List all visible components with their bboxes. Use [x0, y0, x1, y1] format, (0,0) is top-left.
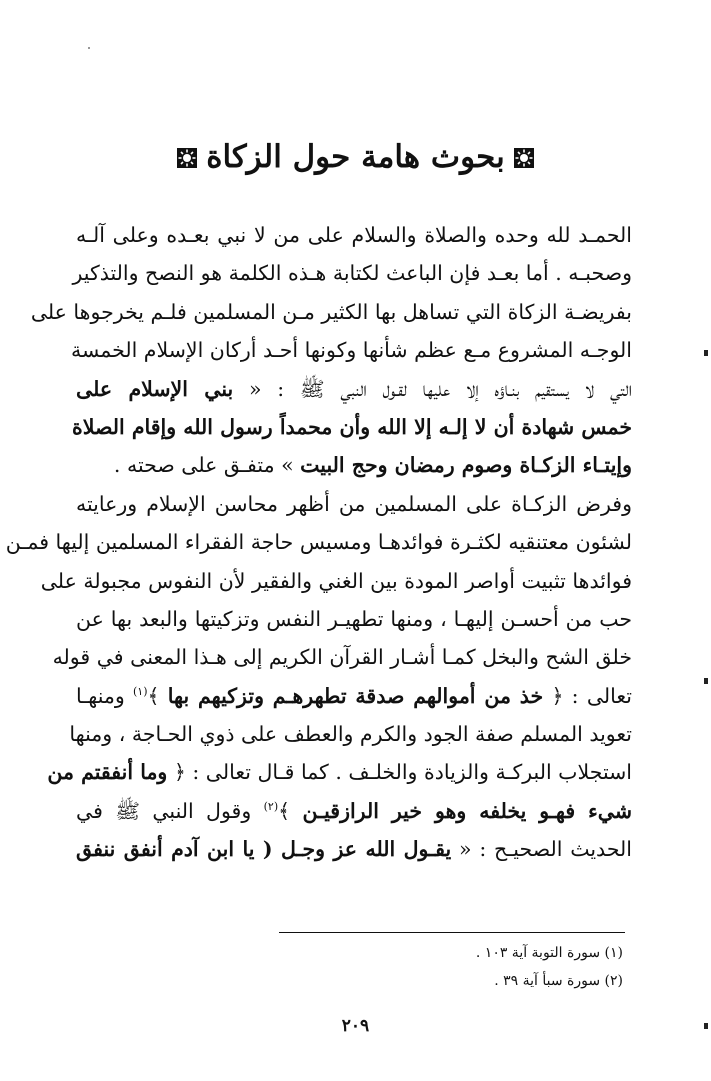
- body-line: [72, 254, 632, 292]
- body-line: [76, 600, 632, 638]
- footnote-divider: [279, 932, 625, 933]
- line-text: وقول النبي ﷺ في: [76, 798, 264, 823]
- bold-quote: وما أنفقتم من: [47, 760, 168, 785]
- body-line: [69, 715, 632, 753]
- ornament-icon: [513, 147, 535, 169]
- body-line: [76, 792, 632, 830]
- body-line: [70, 331, 632, 369]
- bold-quote: بني الإسلام على: [76, 376, 234, 401]
- line-text: وفرض الزكـاة على المسلمين من أظهر محاسن الإسلام ورعايته: [76, 491, 632, 516]
- footnote-ref: (١): [133, 684, 148, 698]
- scan-speck: [88, 47, 90, 49]
- bold-quote: خمس شهادة أن لا إلـه إلا الله وأن محمداً رسول الله وإقام الصلاة: [71, 414, 632, 439]
- line-text: بفريضـة الزكاة التي تساهل بها الكثير مـن المسلمين فلـم يخرجوها على: [30, 299, 632, 324]
- line-text: فوائدها تثبيت أواصر المودة بين الغني والفقير لأن النفوس مجبولة على: [40, 568, 632, 593]
- body-line: [5, 523, 632, 561]
- line-text: تعالى : ﴿: [543, 683, 632, 708]
- bold-quote: وإيتـاء الزكـاة وصوم رمضان وحج البيت: [300, 453, 632, 478]
- line-text: التي لا يستقيم بنـاؤه إلا عليها لقـول النبي ﷺ : «: [233, 376, 632, 401]
- line-text: تعويد المسلم صفة الجود والكرم والعطف على ذوي الحـاجة ، ومنها: [69, 722, 632, 747]
- footnote-2: (٢) سورة سبأ آية ٣٩ .: [494, 973, 623, 989]
- bold-quote: شيء فهـو يخلفه وهو خير الرازقيـن: [302, 798, 633, 823]
- footnote-ref: (٢): [263, 800, 279, 814]
- body-line: [30, 293, 632, 331]
- body-line: [76, 677, 632, 715]
- scan-mark: [704, 678, 708, 684]
- body-line: [47, 753, 632, 791]
- bold-quote: خذ من أموالهم صدقة تطهرهـم وتزكيهم بها: [167, 683, 544, 708]
- line-text: خلق الشح والبخل كمـا أشـار القرآن الكريم إلى هـذا المعنى في قوله: [52, 645, 632, 670]
- body-line: [40, 562, 632, 600]
- line-text: لشئون معتنقيه لكثـرة فوائدهـا ومسيس حاجة الفقراء المسلمين إليها فمـن: [5, 530, 632, 555]
- body-line: [52, 638, 632, 676]
- line-text: الحمـد لله وحده والصلاة والسلام على من لا نبي بعـده وعلى آلـه: [76, 223, 632, 247]
- body-text: [5, 216, 633, 869]
- line-text: الحديث الصحيـح : «: [451, 837, 632, 862]
- line-text: الوجـه المشروع مـع عظم شأنها وكونها أحـد أركان الإسلام الخمسة: [70, 338, 632, 363]
- page-number: ٢٠٩: [341, 1016, 370, 1036]
- body-line: [76, 830, 632, 868]
- line-text: حب من أحسـن إليهـا ، ومنها تطهيـر النفس وتزكيتها والبعد بها عن: [76, 606, 632, 631]
- scan-mark: [704, 350, 708, 356]
- page-title-text: بحوث هامة حول الزكاة: [206, 139, 505, 175]
- body-line: [76, 370, 632, 408]
- body-line: [76, 446, 632, 484]
- footnote-1: (١) سورة التوبة آية ١٠٣ .: [475, 945, 623, 961]
- line-text: استجلاب البركـة والزيادة والخلـف . كما قـال تعالى : ﴿: [167, 760, 632, 785]
- bold-quote: يقـول الله عز وجـل ( يا ابن آدم أنفق ننفق: [76, 837, 452, 862]
- scan-mark: [704, 1023, 708, 1029]
- line-text: ﴾: [278, 798, 303, 823]
- page-title: [0, 135, 711, 179]
- line-text: ومنهـا: [76, 683, 133, 708]
- body-line: [76, 485, 632, 523]
- body-line: [71, 408, 632, 446]
- line-text: » متفـق على صحته .: [113, 453, 301, 478]
- line-text: ﴾: [147, 683, 168, 708]
- body-line: [76, 216, 632, 254]
- line-text: وصحبـه . أما بعـد فإن الباعث لكتابة هـذه الكلمة هو النصح والتذكير: [72, 261, 632, 286]
- ornament-icon: [176, 147, 198, 169]
